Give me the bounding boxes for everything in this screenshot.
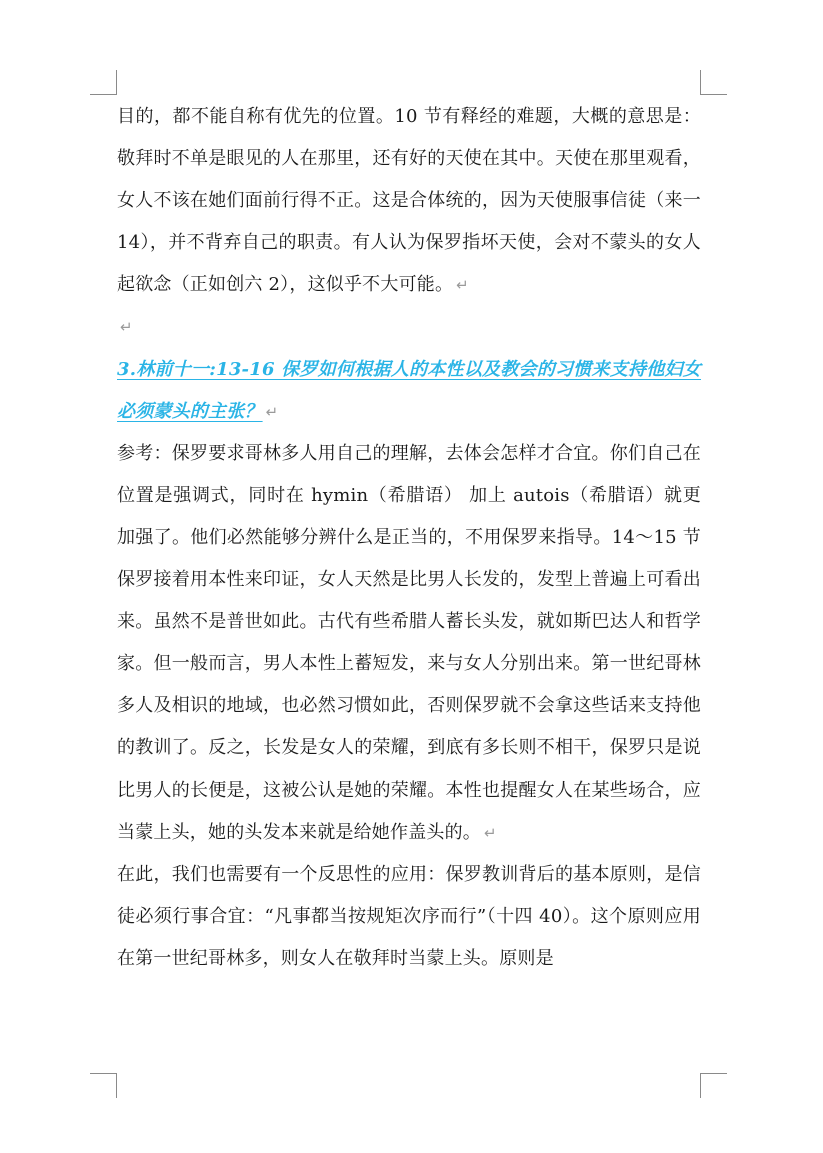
- page-content: [117, 96, 701, 980]
- paragraph-reference-answer: 参考：保罗要求哥林多人用自己的理解，去体会怎样才合宜。你们自己在位置是强调式，同时在 hymin（希腊语） 加上 autois（希腊语）就更加强了。他们必然能够分辨什么是正当的，不用保罗来指导。14～15 节保罗接着用本性来印证，女人天然是比男人长发的，发型上普遍上可看出来。虽然不是普世如此。古代有些希腊人蓄长头发，就如斯巴达人和哲学家。但一般而言，男人本性上蓄短发，来与女人分别出来。第一世纪哥林多人及相识的地域，也必然习惯如此，否则保罗就不会拿这些话来支持他的教训了。反之，长发是女人的荣耀，到底有多长则不相干，保罗只是说比男人的长便是，这被公认是她的荣耀。本性也提醒女人在某些场合，应当蒙上头，她的头发本来就是给她作盖头的。 ↵: [117, 442, 701, 843]
- paragraph-reflection: 在此，我们也需要有一个反思性的应用：保罗教训背后的基本原则，是信徒必须行事合宜：“凡事都当按规矩次序而行”（十四 40）。这个原则应用在第一世纪哥林多，则女人在敬拜时当蒙上头。原则是: [117, 863, 701, 969]
- paragraph-mark-icon: ↵: [456, 276, 469, 295]
- margin-corner-top-right: [700, 70, 727, 95]
- section-heading: [117, 349, 701, 433]
- empty-paragraph: [117, 306, 701, 348]
- margin-corner-bottom-right: [700, 1073, 727, 1098]
- paragraph-angels: 目的，都不能自称有优先的位置。10 节有释经的难题，大概的意思是：敬拜时不单是眼见的人在那里，还有好的天使在其中。天使在那里观看，女人不该在她们面前行得不正。这是合体统的，因为天使服事信徒（来一 14），并不背弃自己的职责。有人认为保罗指坏天使，会对不蒙头的女人起欲念（正如创六 2），这似乎不大可能。 ↵: [117, 106, 701, 296]
- paragraph-mark-icon: ↵: [120, 318, 133, 337]
- margin-corner-bottom-left: [90, 1073, 117, 1098]
- paragraph-mark-icon: ↵: [265, 402, 279, 421]
- paragraph-mark-icon: ↵: [484, 823, 497, 842]
- margin-corner-top-left: [90, 70, 117, 95]
- question-heading: 3.林前十一:13-16 保罗如何根据人的本性以及教会的习惯来支持他妇女必须蒙头的主张？: [117, 358, 701, 422]
